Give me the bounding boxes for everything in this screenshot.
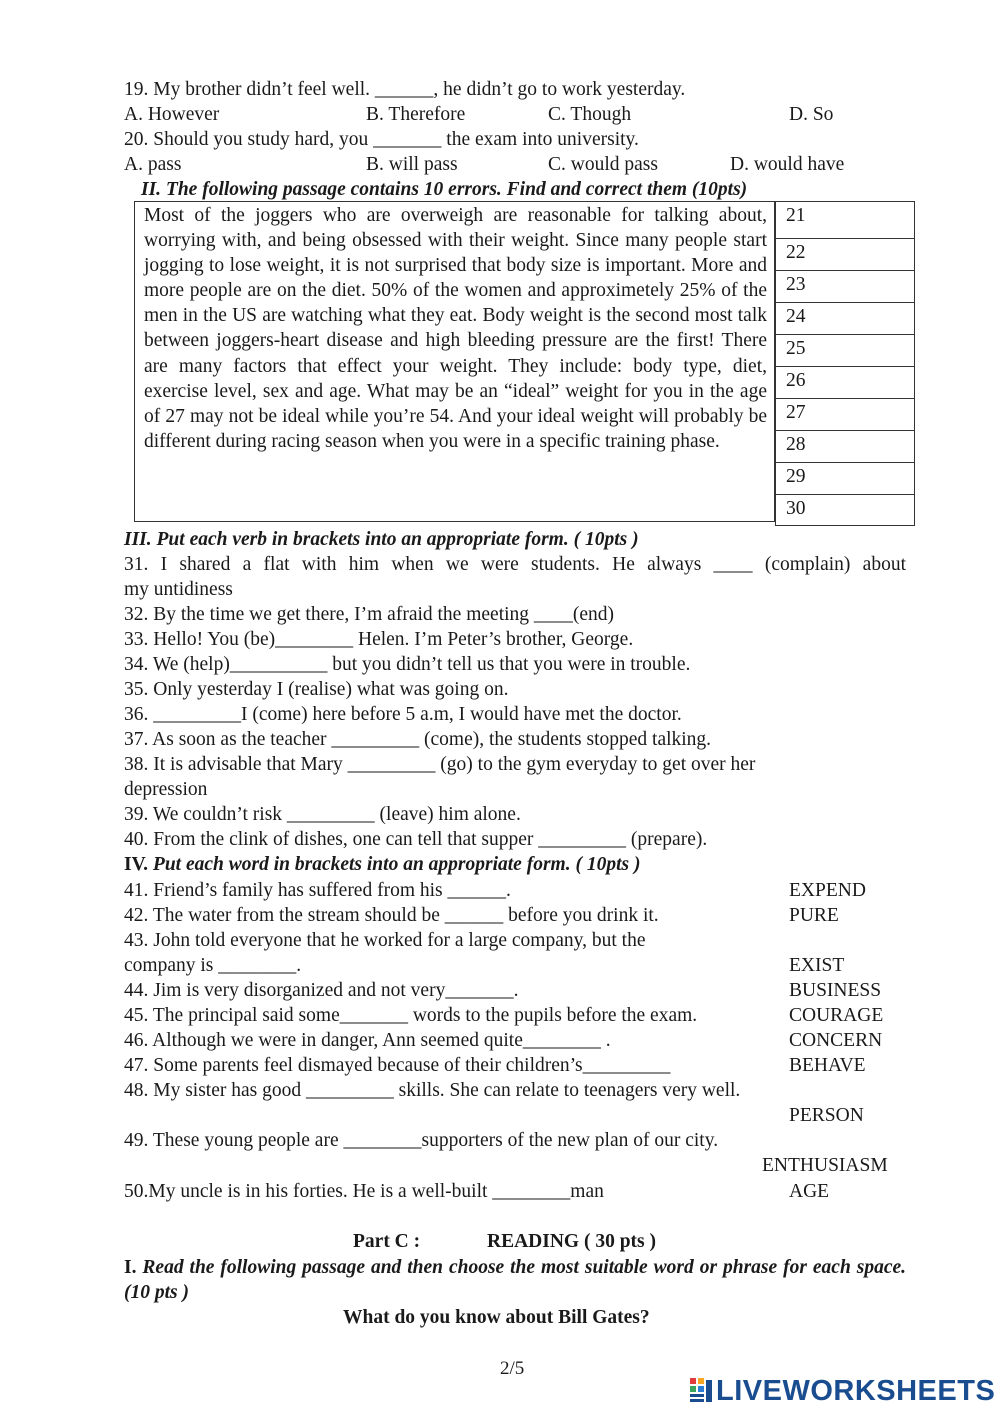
word-44: BUSINESS [789,980,882,1001]
partC-section1-num: I. [124,1257,137,1278]
q41: 41. Friend’s family has suffered from his ______. [124,880,511,901]
q39: 39. We couldn’t risk _________ (leave) him alone. [124,804,521,825]
q32: 32. By the time we get there, I’m afraid the meeting ____(end) [124,604,615,625]
word-50: AGE [789,1181,830,1202]
answer-cell-28[interactable] [776,431,914,463]
answer-cell-23[interactable] [776,271,914,303]
word-41: EXPEND [789,880,866,901]
q40: 40. From the clink of dishes, one can tell that supper _________ (prepare). [124,829,708,850]
answer-number: 29 [786,466,806,487]
word-46: CONCERN [789,1030,883,1051]
answer-column [775,201,915,526]
answer-number: 21 [786,205,806,226]
answer-cell-25[interactable] [776,335,914,367]
q19-option-b[interactable]: B. Therefore [366,104,466,125]
word-49: ENTHUSIASM [762,1155,888,1176]
q20-option-c[interactable]: C. would pass [548,154,658,175]
q20-option-d[interactable]: D. would have [730,154,845,175]
answer-number: 26 [786,370,806,391]
word-47: BEHAVE [789,1055,866,1076]
page-number: 2/5 [500,1358,525,1379]
partC-title: READING ( 30 pts ) [487,1231,657,1252]
answer-cell-26[interactable] [776,367,914,399]
word-42: PURE [789,905,839,926]
q48: 48. My sister has good _________ skills. She can relate to teenagers very well. [124,1080,741,1101]
section4-heading [124,852,640,877]
q43-line1: 43. John told everyone that he worked for a large company, but the [124,930,646,951]
answer-cell-22[interactable] [776,239,914,271]
passage-title: What do you know about Bill Gates? [343,1307,650,1328]
answer-cell-24[interactable] [776,303,914,335]
error-passage-box [134,201,775,522]
q33: 33. Hello! You (be)________ Helen. I’m Peter’s brother, George. [124,629,634,650]
q49: 49. These young people are ________supporters of the new plan of our city. [124,1130,719,1151]
answer-number: 30 [786,498,806,519]
q50: 50.My uncle is in his forties. He is a well-built ________man [124,1181,604,1202]
section4-heading-text: Put each word in brackets into an appropriate form. ( 10pts ) [152,854,641,875]
answer-number: 23 [786,274,806,295]
q38-line2: depression [124,779,208,800]
liveworksheets-logo-icon [690,1378,712,1404]
answer-number: 28 [786,434,806,455]
error-passage-text: Most of the joggers who are overweigh are reasonable for talking about, worrying with, and being obsessed with their weight. Since many people start jogging to lose weight, it is not surprised that body size is important. More and more people are on the diet. 50% of the women and approximetely 25% of the men in the US are watching what they eat. Body weight is the second most talk between joggers-heart disease and high bleeding pressure are the first! There are many factors that effect your weight. They include: body type, diet, exercise level, sex and age. What may be an “ideal” weight for you in the age of 27 may not be ideal while you’re 54. And your ideal weight will probably be different during racing season when you were in a specific training phase. [144,205,767,452]
q37: 37. As soon as the teacher _________ (come), the students stopped talking. [124,729,712,750]
q20-option-a[interactable]: A. pass [124,154,182,175]
section2-heading: II. The following passage contains 10 errors. Find and correct them (10pts) [141,179,748,200]
q35: 35. Only yesterday I (realise) what was going on. [124,679,509,700]
word-43: EXIST [789,955,845,976]
word-45: COURAGE [789,1005,884,1026]
word-48: PERSON [789,1105,864,1126]
partC-section1-instruction [124,1255,906,1305]
q31-line1: 31. I shared a flat with him when we were students. He always ____ (complain) about [124,554,906,575]
answer-cell-21[interactable] [776,202,914,239]
q36: 36. _________I (come) here before 5 a.m, I would have met the doctor. [124,704,682,725]
q20-stem: 20. Should you study hard, you _______ the exam into university. [124,129,639,150]
q46: 46. Although we were in danger, Ann seemed quite________ . [124,1030,611,1051]
q45: 45. The principal said some_______ words to the pupils before the exam. [124,1005,698,1026]
answer-number: 22 [786,242,806,263]
q43-line2: company is ________. [124,955,302,976]
answer-number: 24 [786,306,806,327]
answer-cell-30[interactable] [776,495,914,525]
answer-cell-29[interactable] [776,463,914,495]
q42: 42. The water from the stream should be ______ before you drink it. [124,905,659,926]
answer-cell-27[interactable] [776,399,914,431]
q20-option-b[interactable]: B. will pass [366,154,458,175]
q47: 47. Some parents feel dismayed because of their children’s_________ [124,1055,671,1076]
liveworksheets-logo-text: LIVEWORKSHEETS [716,1374,996,1407]
section4-heading-num: IV. [124,854,149,875]
q19-option-c[interactable]: C. Though [548,104,632,125]
q34: 34. We (help)__________ but you didn’t tell us that you were in trouble. [124,654,691,675]
q31-line2: my untidiness [124,579,233,600]
q19-stem: 19. My brother didn’t feel well. ______, he didn’t go to work yesterday. [124,79,686,100]
section3-heading: III. Put each verb in brackets into an appropriate form. ( 10pts ) [124,529,639,550]
q19-option-a[interactable]: A. However [124,104,220,125]
partC-label: Part C : [353,1231,421,1252]
answer-number: 27 [786,402,806,423]
q19-option-d[interactable]: D. So [789,104,834,125]
answer-number: 25 [786,338,806,359]
q38-line1: 38. It is advisable that Mary _________ (go) to the gym everyday to get over her [124,754,756,775]
liveworksheets-logo[interactable] [690,1374,995,1408]
q44: 44. Jim is very disorganized and not very_______. [124,980,519,1001]
partC-section1-text: Read the following passage and then choose the most suitable word or phrase for each space. (10 pts ) [124,1257,907,1303]
